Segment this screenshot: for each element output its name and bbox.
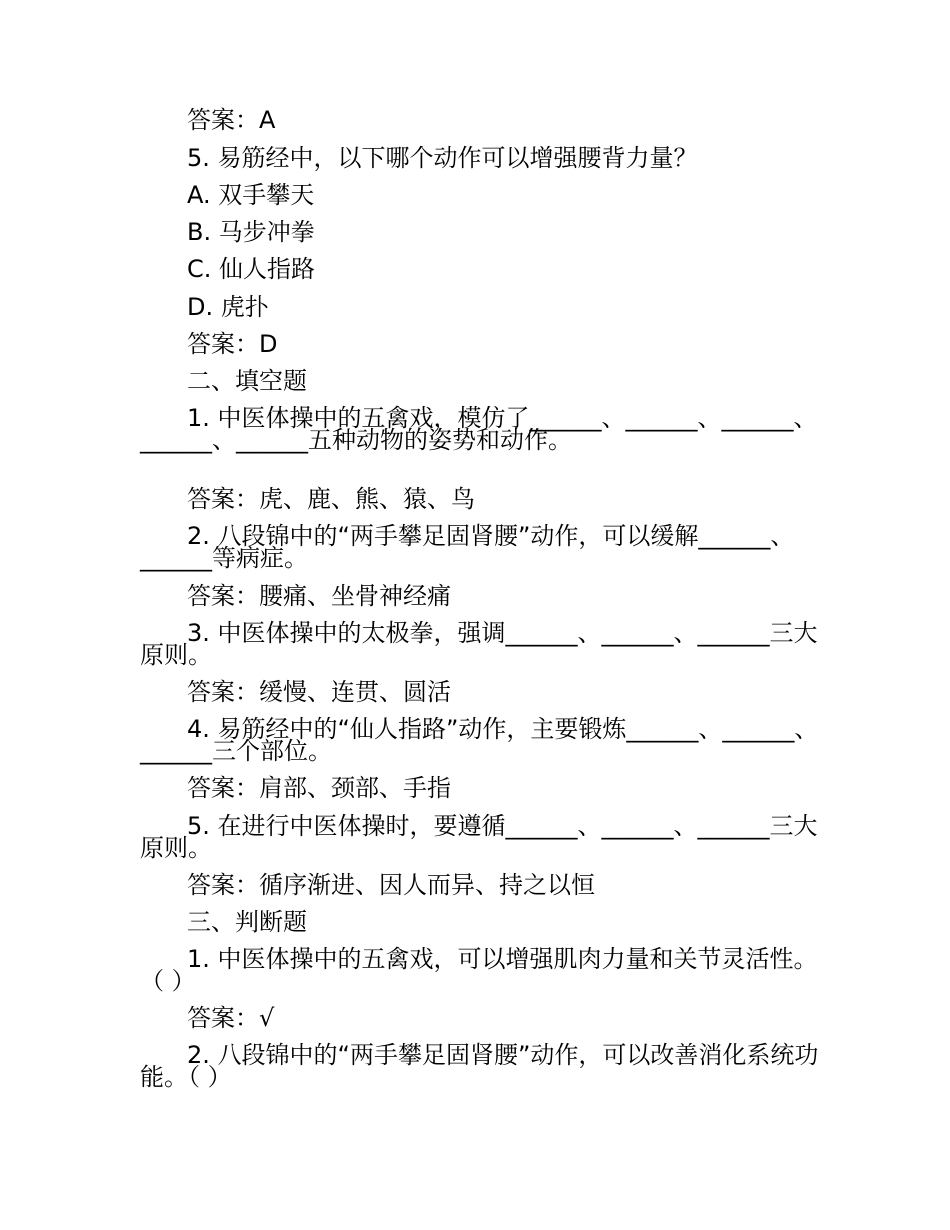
answer-line: 答案：肩部、颈部、手指	[187, 774, 451, 802]
question-line: 2. 八段锦中的“两手攀足固肾腰”动作，可以改善消化系统功能。（ ）	[140, 1041, 819, 1091]
answer-line: 答案：腰痛、坐骨神经痛	[187, 582, 451, 610]
question-line: 2. 八段锦中的“两手攀足固肾腰”动作，可以缓解______、______等病症。	[140, 522, 795, 572]
option-line: B. 马步冲拳	[187, 218, 315, 246]
question-line: 1. 中医体操中的五禽戏，模仿了______、______、______、______、______五种动物的姿势和动作。	[140, 404, 818, 454]
question-line: 5. 在进行中医体操时，要遵循______、______、______三大原则。	[140, 812, 818, 862]
section-heading: 二、填空题	[187, 367, 307, 395]
answer-line: 答案：循序渐进、因人而异、持之以恒	[187, 871, 595, 899]
question-line: 5. 易筋经中，以下哪个动作可以增强腰背力量？	[187, 144, 698, 172]
option-line: A. 双手攀天	[187, 181, 315, 209]
section-heading: 三、判断题	[187, 908, 307, 936]
option-line: C. 仙人指路	[187, 255, 316, 283]
question-line: 3. 中医体操中的太极拳，强调______、______、______三大原则。	[140, 619, 818, 669]
option-line: D. 虎扑	[187, 293, 269, 321]
answer-line: 答案：缓慢、连贯、圆活	[187, 678, 451, 706]
answer-line: 答案：A	[187, 106, 276, 134]
answer-line: 答案：虎、鹿、熊、猿、鸟	[187, 485, 475, 513]
answer-line: 答案：√	[187, 1004, 275, 1032]
question-line: 1. 中医体操中的五禽戏，可以增强肌肉力量和关节灵活性。（ ）	[140, 945, 818, 995]
question-line: 4. 易筋经中的“仙人指路”动作，主要锻炼______、______、______三个部位。	[140, 715, 819, 765]
answer-line: 答案：D	[187, 330, 278, 358]
